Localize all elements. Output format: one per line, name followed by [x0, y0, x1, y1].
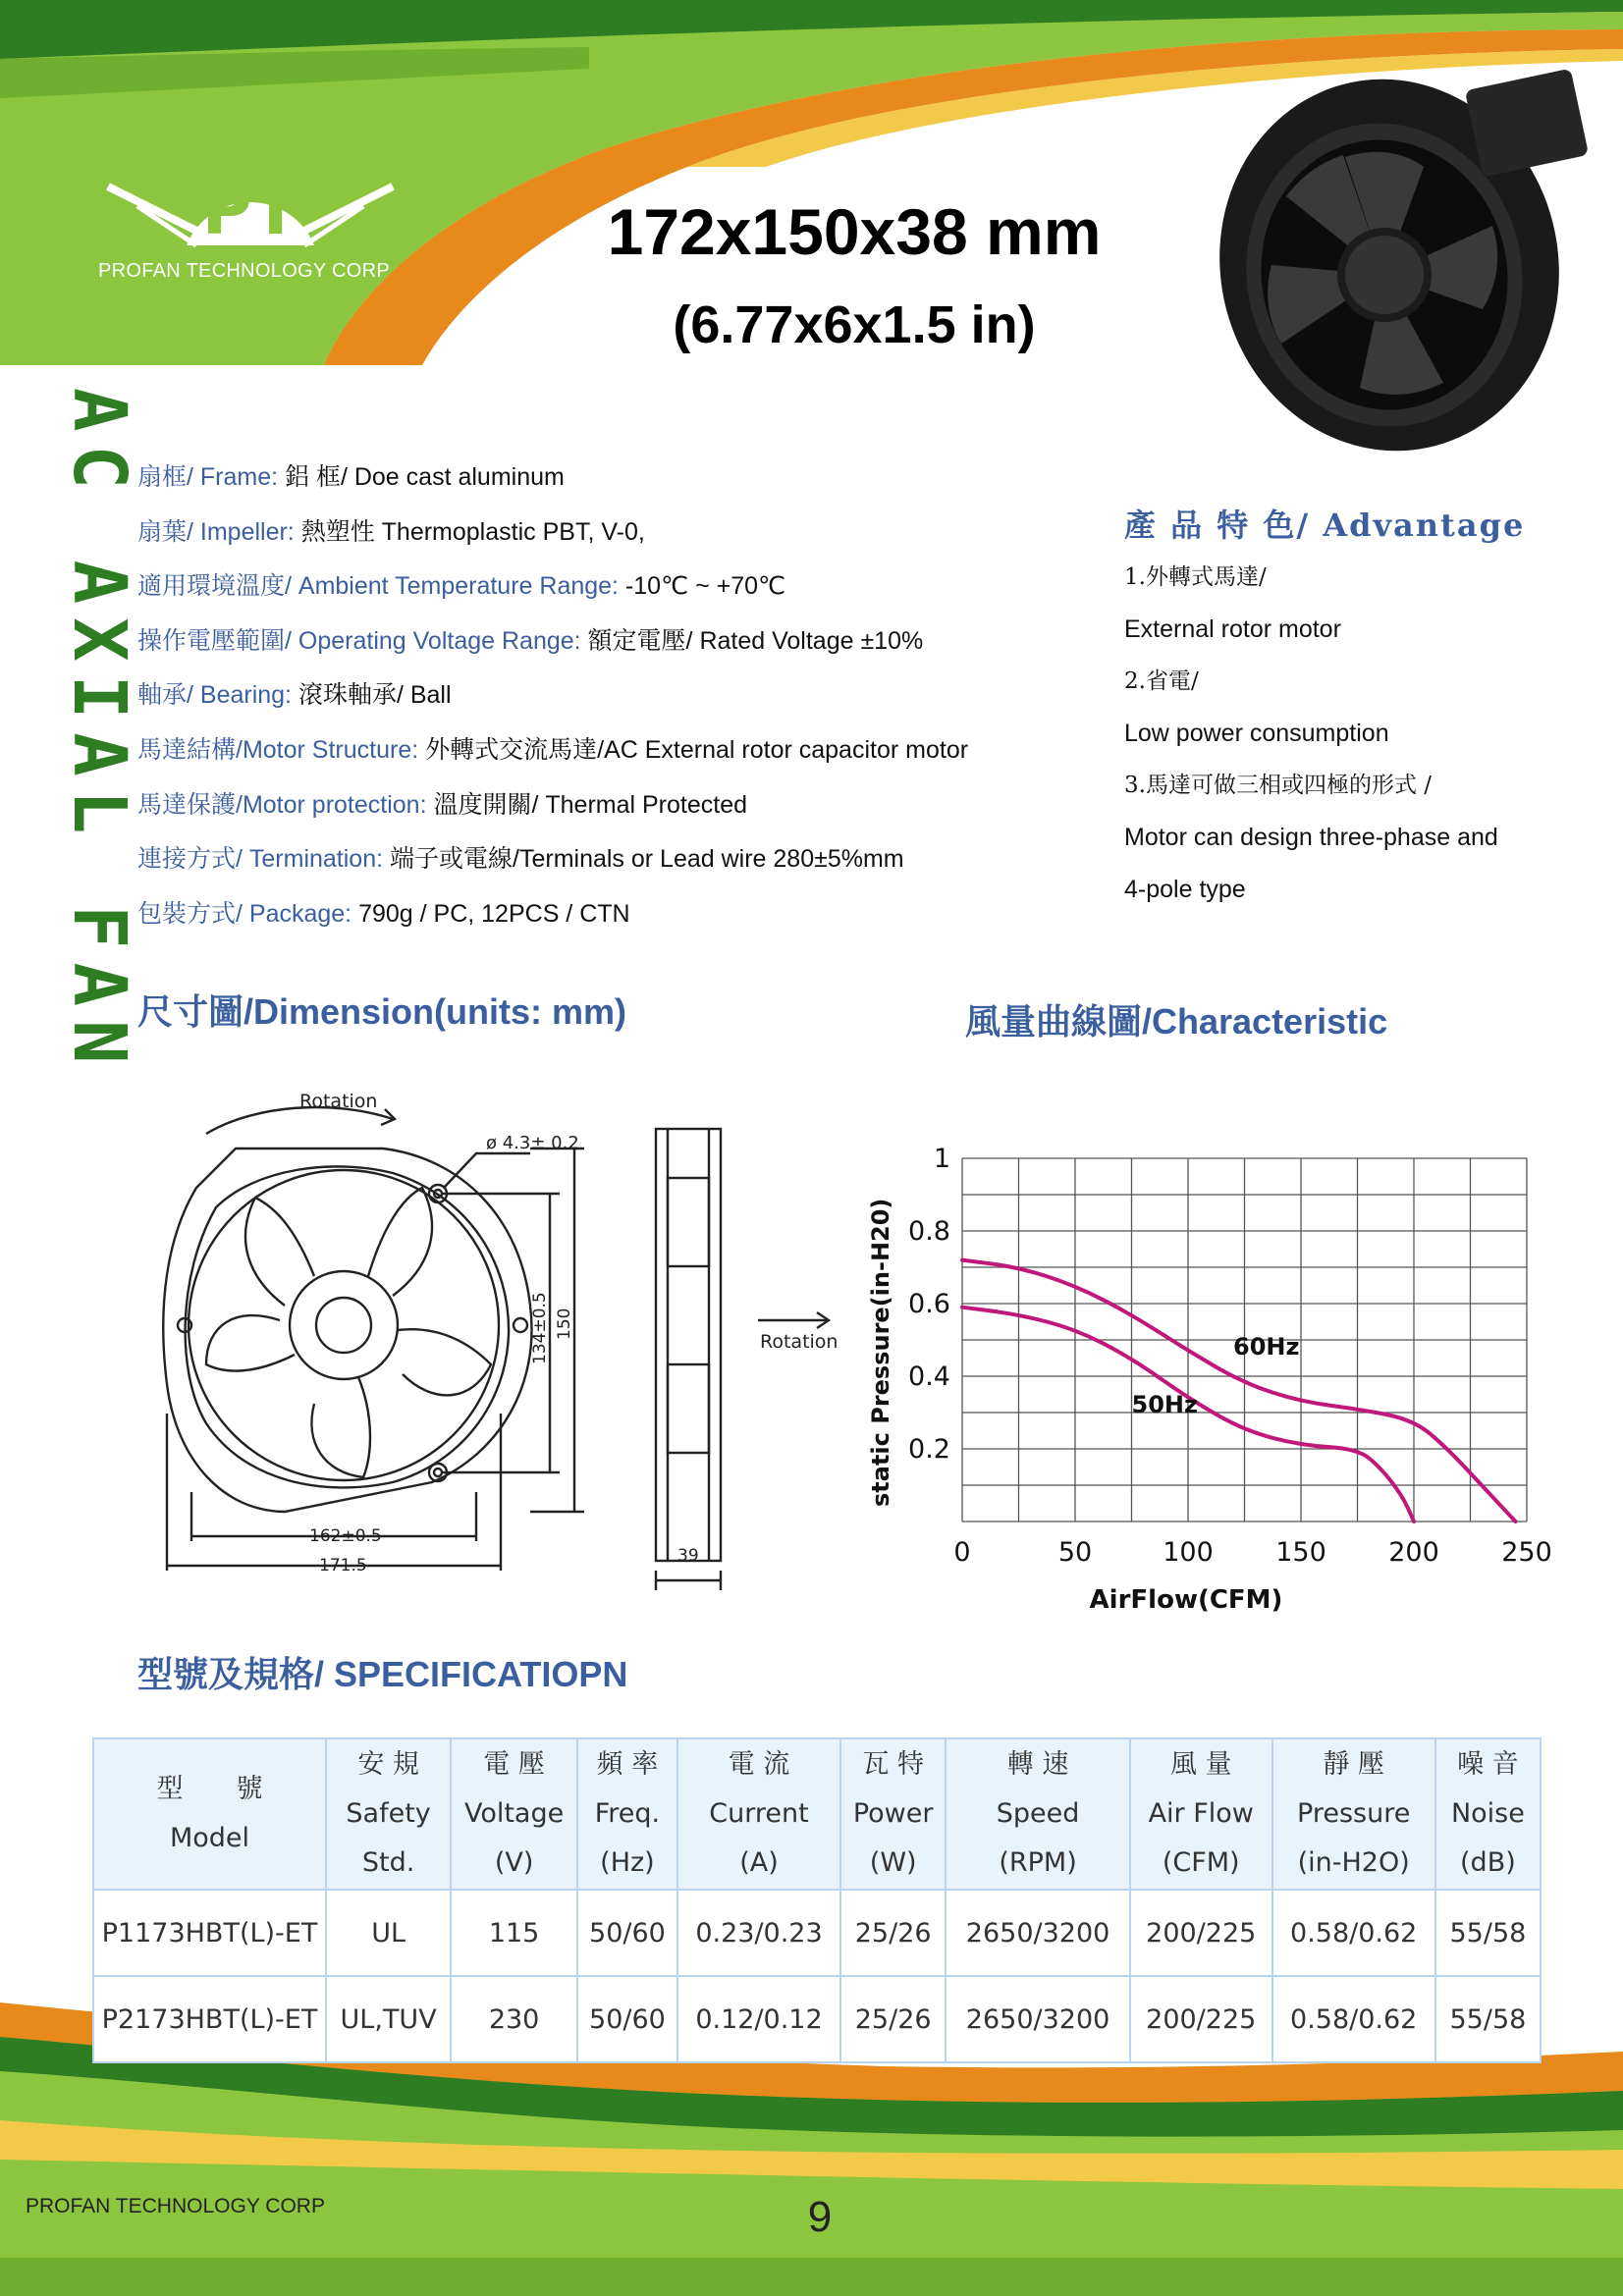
table-row: [93, 1890, 1541, 1976]
advantage-line: Motor can design three-phase and: [1124, 824, 1498, 851]
table-header-line: Pressure: [1297, 1798, 1411, 1829]
table-header-line: Current: [709, 1798, 809, 1829]
table-header-line: 頻 率: [596, 1749, 659, 1780]
series-label: 60Hz: [1233, 1332, 1300, 1361]
advantage-line: External rotor motor: [1124, 615, 1341, 643]
advantage-line: 1.外轉式馬達/: [1124, 564, 1267, 590]
table-cell: 55/58: [1435, 1976, 1541, 2062]
specification-heading: 型號及規格/ SPECIFICATIOPN: [137, 1654, 628, 1694]
dimension-heading: 尺寸圖/Dimension(units: mm): [137, 991, 627, 1032]
company-logo: [108, 147, 393, 255]
table-header-line: 風 量: [1169, 1749, 1232, 1780]
table-header-cell: [326, 1738, 451, 1890]
table-header-cell: [1130, 1738, 1272, 1890]
table-header-line: Model: [169, 1823, 250, 1853]
spec-ambient-temperature: 適用環境溫度/ Ambient Temperature Range: -10℃ ~ +70℃: [137, 572, 786, 601]
chart-ylabel: static Pressure(in-H20): [867, 1198, 894, 1507]
table-header-line: 安 規: [357, 1749, 419, 1780]
advantage-panel: [1124, 501, 1576, 924]
spec-voltage-range: 操作電壓範圍/ Operating Voltage Range: 額定電壓/ Rated Voltage ±10%: [137, 626, 924, 655]
table-cell: 0.12/0.12: [677, 1976, 840, 2062]
x-tick-label: 0: [953, 1537, 971, 1568]
advantage-line: 2.省電/: [1124, 668, 1199, 694]
table-header-line: Power: [852, 1798, 934, 1829]
table-cell: 2650/3200: [946, 1890, 1130, 1976]
series-label: 50Hz: [1131, 1391, 1198, 1418]
x-tick-label: 200: [1388, 1537, 1439, 1568]
spec-motor-structure: 馬達結構/Motor Structure: 外轉式交流馬達/AC External rotor capacitor motor: [137, 735, 969, 764]
table-cell: 0.58/0.62: [1272, 1890, 1435, 1976]
table-header-cell: [93, 1738, 326, 1890]
side-title: [18, 388, 141, 1232]
table-header-line: 電 壓: [483, 1749, 545, 1780]
table-header-line: (in-H2O): [1297, 1847, 1410, 1878]
table-header-line: (Hz): [600, 1847, 655, 1878]
table-header-line: Air Flow: [1148, 1798, 1254, 1829]
table-cell: UL: [326, 1890, 451, 1976]
table-cell: 50/60: [577, 1890, 677, 1976]
series-line-60Hz: [962, 1260, 1516, 1522]
rotation-label: Rotation: [299, 1091, 378, 1112]
table-header-line: (V): [494, 1847, 534, 1878]
page-subtitle: (6.77x6x1.5 in): [673, 295, 1036, 354]
chart-xlabel: AirFlow(CFM): [1089, 1585, 1283, 1615]
hole-dimension: ø 4.3± 0.2: [486, 1133, 579, 1153]
spec-package: 包裝方式/ Package: 790g / PC, 12PCS / CTN: [137, 899, 630, 928]
table-cell: 55/58: [1435, 1890, 1541, 1976]
table-header-line: Std.: [361, 1847, 415, 1878]
table-row: [93, 1976, 1541, 2062]
table-header-line: (RPM): [999, 1847, 1077, 1878]
y-tick-label: 0.8: [908, 1216, 950, 1247]
table-cell: 25/26: [840, 1890, 946, 1976]
table-header-cell: [946, 1738, 1130, 1890]
spec-frame: 扇框/ Frame: 鋁 框/ Doe cast aluminum: [137, 463, 565, 491]
table-cell: 0.58/0.62: [1272, 1976, 1435, 2062]
svg-text:AC AXIAL FAN: AC AXIAL FAN: [57, 388, 141, 1078]
y-tick-label: 0.2: [908, 1434, 950, 1465]
table-cell: P2173HBT(L)-ET: [93, 1976, 326, 2062]
spec-motor-protection: 馬達保護/Motor protection: 溫度開關/ Thermal Protected: [137, 790, 748, 819]
table-cell: 200/225: [1130, 1976, 1272, 2062]
x-tick-label: 50: [1057, 1537, 1093, 1568]
table-header-cell: [577, 1738, 677, 1890]
characteristic-heading: 風量曲線圖/Characteristic: [965, 1001, 1388, 1041]
table-cell: 50/60: [577, 1976, 677, 2062]
spec-termination: 連接方式/ Termination: 端子或電線/Terminals or Lead wire 280±5%mm: [137, 845, 904, 874]
y-tick-label: 1: [933, 1144, 950, 1174]
advantage-line: Low power consumption: [1124, 720, 1389, 747]
table-cell: 0.23/0.23: [677, 1890, 840, 1976]
advantage-line: 3.馬達可做三相或四極的形式 /: [1124, 773, 1433, 798]
dimension-drawing: [137, 1080, 864, 1590]
x-tick-label: 100: [1163, 1537, 1214, 1568]
dimension-39: 39: [677, 1546, 699, 1566]
table-header-cell: [1435, 1738, 1541, 1890]
fan-product-image: [1198, 69, 1591, 461]
company-name-header: PROFAN TECHNOLOGY CORP: [98, 260, 391, 282]
spec-bearing: 軸承/ Bearing: 滾珠軸承/ Ball: [137, 681, 452, 710]
table-header-line: Noise: [1450, 1798, 1525, 1829]
table-header-line: 型 號: [156, 1774, 263, 1804]
table-header-line: 電 流: [728, 1749, 790, 1780]
dimension-162: 162±0.5: [309, 1526, 382, 1546]
dimension-134: 134±0.5: [530, 1292, 550, 1364]
table-cell: UL,TUV: [326, 1976, 451, 2062]
x-tick-label: 150: [1275, 1537, 1326, 1568]
table-header-line: (CFM): [1162, 1847, 1240, 1878]
table-header-line: Speed: [996, 1798, 1080, 1829]
y-tick-label: 0.4: [908, 1362, 950, 1392]
advantage-title: 產 品 特 色/ Advantage: [1124, 507, 1526, 544]
table-header-cell: [451, 1738, 577, 1890]
spec-impeller: 扇葉/ Impeller: 熱塑性 Thermoplastic PBT, V-0,: [137, 517, 645, 546]
advantage-line: 4-pole type: [1124, 876, 1246, 903]
chart-ticks: [908, 1144, 1552, 1568]
chart-series: [962, 1260, 1516, 1522]
logo-text: PT: [201, 170, 299, 250]
table-header-cell: [1272, 1738, 1435, 1890]
dimension-171: 171.5: [319, 1556, 367, 1575]
table-cell: 230: [451, 1976, 577, 2062]
y-tick-label: 0.6: [908, 1289, 950, 1319]
table-cell: 200/225: [1130, 1890, 1272, 1976]
table-header-line: Freq.: [594, 1798, 661, 1829]
table-cell: 115: [451, 1890, 577, 1976]
table-header-cell: [840, 1738, 946, 1890]
table-cell: P1173HBT(L)-ET: [93, 1890, 326, 1976]
characteristic-chart: [864, 1129, 1571, 1639]
page-number: 9: [807, 2193, 833, 2241]
table-header-row: [93, 1738, 1541, 1890]
spec-table: [92, 1737, 1542, 2063]
footer-company: PROFAN TECHNOLOGY CORP: [26, 2195, 325, 2217]
table-header-line: 靜 壓: [1323, 1749, 1384, 1780]
table-header-line: Safety: [346, 1798, 431, 1829]
table-header-line: Voltage: [463, 1798, 565, 1829]
table-header-line: 噪 音: [1457, 1749, 1519, 1780]
table-header-cell: [677, 1738, 840, 1890]
table-cell: 25/26: [840, 1976, 946, 2062]
table-header-line: 轉 速: [1006, 1749, 1069, 1780]
spec-list: [137, 459, 1119, 950]
side-rotation-label: Rotation: [760, 1331, 839, 1353]
dimension-150: 150: [555, 1308, 574, 1340]
table-cell: 2650/3200: [946, 1976, 1130, 2062]
table-header-line: (W): [869, 1847, 917, 1878]
x-tick-label: 250: [1501, 1537, 1552, 1568]
table-header-line: 瓦 特: [862, 1749, 924, 1780]
table-header-line: (dB): [1460, 1847, 1516, 1878]
page-title: 172x150x38 mm: [607, 195, 1102, 268]
table-header-line: (A): [739, 1847, 779, 1878]
